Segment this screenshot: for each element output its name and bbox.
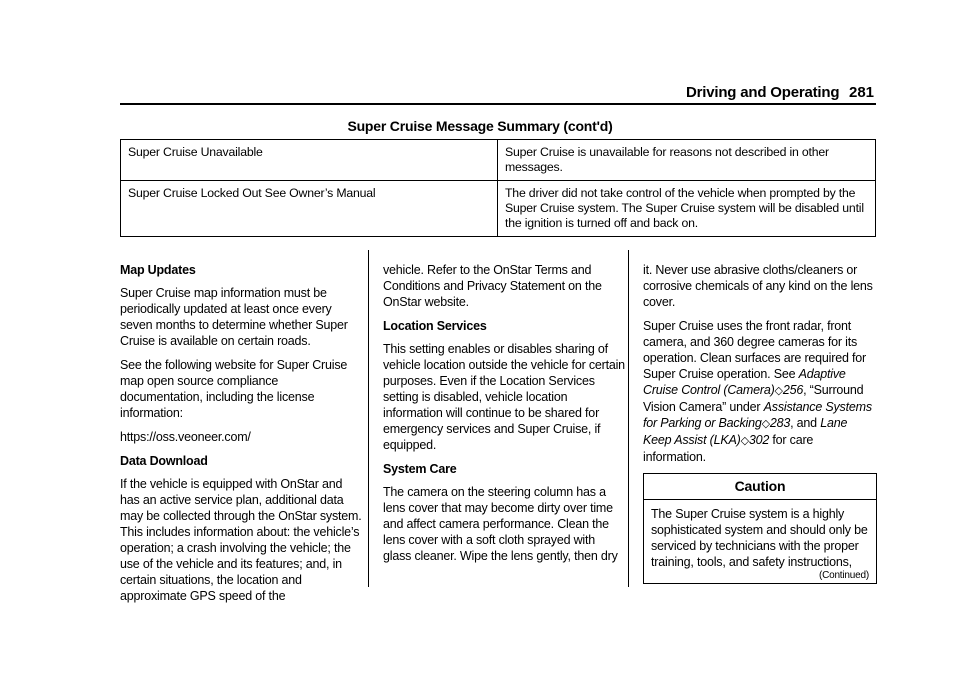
paragraph: vehicle. Refer to the OnStar Terms and Conditions and Privacy Statement on the OnStar website. bbox=[383, 263, 602, 309]
page-ref-icon: ◇ bbox=[774, 385, 783, 397]
xref-lane-keep-assist[interactable]: Lane Keep Assist (LKA) bbox=[643, 416, 848, 447]
section-heading-data-download: Data Download bbox=[120, 454, 208, 468]
xref-page-256[interactable]: 256 bbox=[782, 383, 804, 397]
header-rule bbox=[120, 103, 876, 105]
section-heading-location-services: Location Services bbox=[383, 319, 487, 333]
paragraph: If the vehicle is equipped with OnStar and has an active service plan, additional data may be collected through the OnStar system. This includes information about: the vehicle’s operation; a crash involving the vehicle; the use of the vehicle and its features; and, in certain situations, the location and approximate GPS speed of the bbox=[120, 477, 362, 603]
continued-label: (Continued) bbox=[818, 570, 869, 581]
xref-adaptive-cruise-control[interactable]: Adaptive Cruise Control (Camera) bbox=[643, 367, 846, 397]
paragraph-with-references: Super Cruise uses the front radar, front camera, and 360 degree cameras for its operation. Clean surfaces are required for Super Cruise operation. See Adaptive Cruise Control (Camera)◇256, “Surround Vision Camera” under Assistance Systems for Parking or Backing◇283, and Lane Keep Assist (LKA)◇302 for care information. bbox=[643, 319, 872, 464]
table-cell-message: Super Cruise Unavailable bbox=[121, 140, 498, 181]
section-heading-system-care: System Care bbox=[383, 462, 457, 476]
xref-page-283[interactable]: 283 bbox=[769, 416, 791, 430]
page-ref-icon: ◇ bbox=[740, 435, 749, 447]
caution-box bbox=[643, 473, 877, 584]
paragraph: Super Cruise map information must be periodically updated at least once every seven months to determine whether Super Cruise is available on certain roads. bbox=[120, 286, 348, 348]
caution-text: The Super Cruise system is a highly sophisticated system and should only be serviced by technicians with the proper training, tools, and safety instructions, bbox=[651, 507, 868, 569]
table-cell-description: The driver did not take control of the vehicle when prompted by the Super Cruise system. The Super Cruise system will be disabled until the ignition is turned off and back on. bbox=[498, 181, 876, 237]
table-row bbox=[121, 140, 876, 181]
paragraph: See the following website for Super Cruise map open source compliance documentation, including the license information: bbox=[120, 358, 348, 420]
paragraph: The camera on the steering column has a lens cover that may become dirty over time and affect camera performance. Clean the lens cover with a soft cloth sprayed with glass cleaner. Wipe the lens gently, then dry bbox=[383, 485, 618, 563]
column-divider bbox=[368, 250, 369, 587]
table-title: Super Cruise Message Summary (cont'd) bbox=[347, 118, 613, 134]
text-column-2 bbox=[383, 262, 625, 572]
running-header-title: Driving and Operating bbox=[686, 84, 840, 101]
website-url: https://oss.veoneer.com/ bbox=[120, 430, 251, 444]
paragraph: This setting enables or disables sharing of vehicle location outside the vehicle for certain purposes. Even if the Location Services setting is disabled, vehicle location information will continue to be shared for emergency services and Super Cruise, if equipped. bbox=[383, 342, 625, 452]
page-number: 281 bbox=[849, 84, 875, 101]
table-cell-message: Super Cruise Locked Out See Owner’s Manual bbox=[121, 181, 498, 237]
xref-page-302[interactable]: 302 bbox=[748, 433, 770, 447]
caution-title: Caution bbox=[644, 474, 876, 500]
table-row bbox=[121, 181, 876, 237]
xref-assistance-systems[interactable]: Assistance Systems for Parking or Backing bbox=[643, 400, 872, 430]
section-heading-map-updates: Map Updates bbox=[120, 263, 196, 277]
column-divider bbox=[628, 250, 629, 587]
page-ref-icon: ◇ bbox=[761, 418, 770, 430]
text-column-1 bbox=[120, 262, 362, 612]
text-column-3 bbox=[643, 262, 877, 584]
message-summary-table bbox=[120, 139, 876, 237]
table-cell-description: Super Cruise is unavailable for reasons not described in other messages. bbox=[498, 140, 876, 181]
caution-body bbox=[644, 500, 876, 583]
paragraph: it. Never use abrasive cloths/cleaners or corrosive chemicals of any kind on the lens cover. bbox=[643, 263, 873, 309]
